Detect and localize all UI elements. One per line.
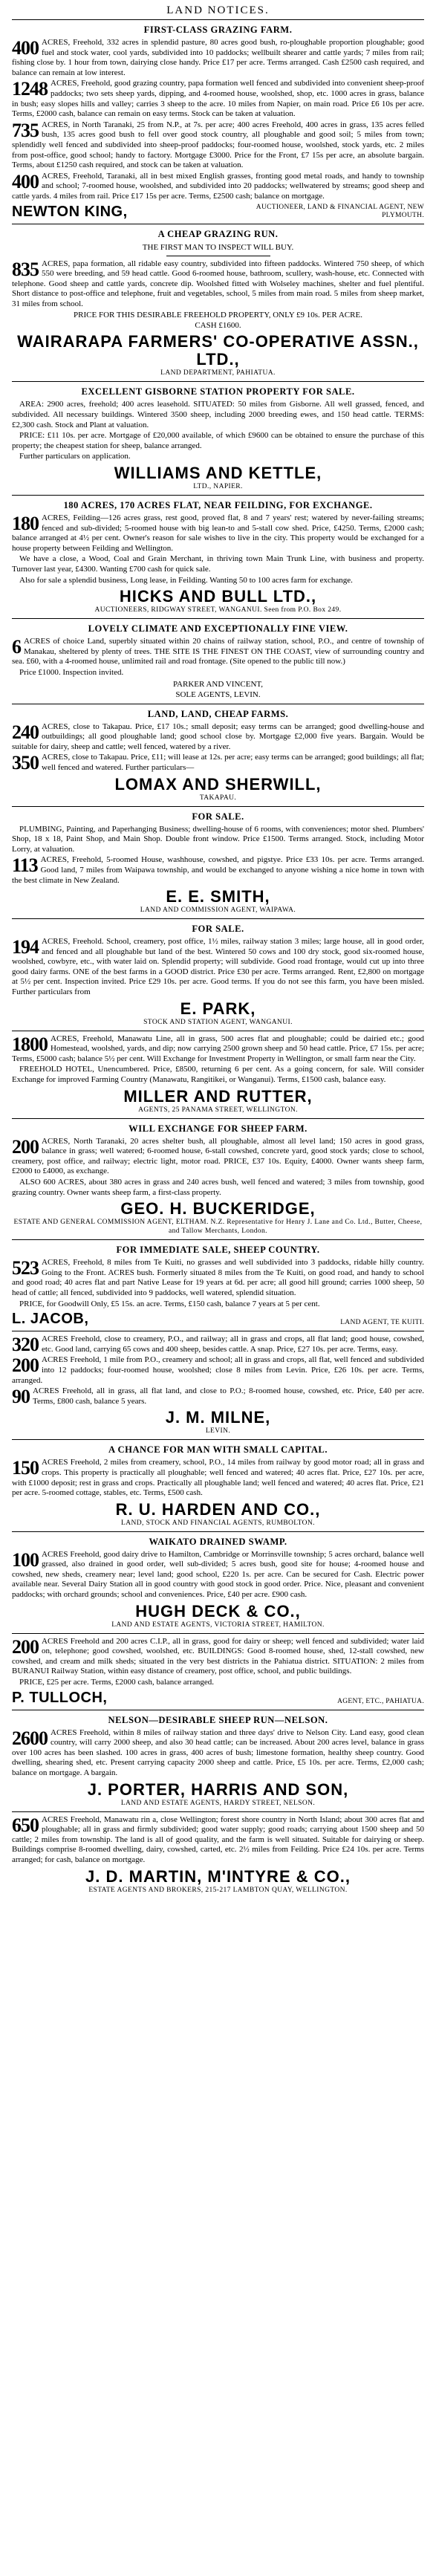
acreage-number: 240 bbox=[12, 721, 39, 743]
agent-name: P. TULLOCH, bbox=[12, 1689, 108, 1706]
ad-paragraph-text: ACRES, close to Takapau. Price, £17 10s.; small deposit; easy terms can be arranged; good dwelling-house and outbuildings; all good ploughable land; good school close by. Mortgage £2,000 five years. Bargain. Would be suitable for dairy, sheep and cattle; well fenced, watered by a river. bbox=[12, 721, 424, 751]
ad-block bbox=[12, 1440, 424, 1531]
ad-block bbox=[12, 1532, 424, 1634]
ad-paragraph bbox=[12, 1178, 424, 1198]
ad-heading: FOR SALE. bbox=[192, 811, 244, 822]
ad-block bbox=[12, 1240, 424, 1331]
ad-heading: A CHANCE FOR MAN WITH SMALL CAPITAL. bbox=[108, 1444, 328, 1456]
ad-block bbox=[12, 20, 424, 224]
agent-name: LOMAX AND SHERWILL, bbox=[114, 774, 322, 794]
ad-center-line: PARKER AND VINCENT, bbox=[172, 679, 264, 689]
ad-paragraph-text: ACRES Freehold, Manawatu rin a, close Wellington; forest shore country in North Island; about 300 acres flat and ploughable; all in grass and firmly subdivided; good water supply; good roads; carrying about 1500 sheep and 50 cattle; 2 miles from township. The land is all of good quality, and the farm is well situated. Suitable for dairying or sheep. Buildings comprise 8-roomed dwelling, dairy, cowshed, carted, etc. 2½ miles from Feilding. Price £24 10s. per acre. Terms arranged; for cash, balance on mortgage. bbox=[12, 1814, 424, 1864]
ad-paragraph-text: ACRES Freehold, 2 miles from creamery, school, P.O., 14 miles from railway by good motor road; all in grass and crops. This property is practically all ploughable; well fenced and watered; 40 acres flat. Price, £27 10s. per acre, with £1000 deposit; rest in grass and crops. Practically all ploughable land; well fenced and watered; 40 acres flat. Price, £21 per acre. 5-roomed cottage, stables, etc. Terms, £500 cash. bbox=[12, 1458, 424, 1498]
agent-address: LTD., NAPIER. bbox=[193, 483, 243, 491]
acreage-number: 320 bbox=[12, 1334, 39, 1356]
ad-paragraph-text: Further particulars on application. bbox=[19, 452, 131, 461]
ad-heading: LOVELY CLIMATE AND EXCEPTIONALLY FINE VIEW. bbox=[88, 623, 348, 635]
ad-heading: FOR SALE. bbox=[192, 924, 244, 935]
agent-address: LAND AND ESTATE AGENTS, HARDY STREET, NELSON. bbox=[120, 1799, 316, 1807]
ad-paragraph bbox=[12, 937, 424, 998]
agent-name: HUGH DECK & CO., bbox=[135, 1601, 301, 1620]
ad-paragraph bbox=[12, 1065, 424, 1085]
ad-paragraph-text: PRICE, £25 per acre. Terms, £2000 cash, balance arranged. bbox=[19, 1678, 215, 1687]
ad-paragraph-text: ACRES Freehold and 200 acres C.I.P., all in grass, good for dairy or sheep; well fenced and subdivided; water laid on, telephone; good cowshed, woolshed, etc. BUILDINGS: Good 8-roomed house, shed, 12-stall cowshed, new cowshed, and cream and milk sheds; situated in the very best districts in the Pahiatua district. SITUATION: 2 miles from BURANUI Railway Station, within easy distance of creamery, post office, school, and public buildings. bbox=[12, 1636, 424, 1676]
ad-paragraph bbox=[12, 722, 424, 753]
ad-block bbox=[12, 1119, 424, 1241]
ad-block bbox=[12, 807, 424, 920]
ad-paragraph-text: PRICE, for Goodwill Only, £5 15s. an acre. Terms, £150 cash, balance 7 years at 5 per cent. bbox=[19, 1299, 320, 1308]
agent-line bbox=[12, 1311, 424, 1327]
acreage-number: 200 bbox=[12, 1135, 39, 1158]
ad-paragraph bbox=[12, 576, 424, 586]
ad-paragraph-text: ACRES Freehold, within 8 miles of railway station and three days' drive to Nelson City. Land easy, good clean country, will carry 2000 sheep, and also 30 head cattle; can be increased. About 200 acres level, balance in grass over 100 acres has been slashed. 100 acres in grass, 400 acres of bush; limestone formation, healthy sheep country. Good dwelling, shearing shed, etc. Present carrying capacity 2000 sheep and cattle. Price, £5 10s. per acre. Terms, £2,000 cash; balance on mortgage. A bargain. bbox=[12, 1727, 424, 1777]
ad-paragraph bbox=[12, 554, 424, 574]
ad-paragraph-text: ACRES Freehold, all in grass, all flat land, and close to P.O.; 8-roomed house, cowshed, etc. Price, £40 per acre. Terms, £800 cash, balance 5 years. bbox=[33, 1386, 424, 1406]
ad-paragraph bbox=[12, 1258, 424, 1298]
ad-paragraph bbox=[12, 38, 424, 78]
ad-paragraph bbox=[12, 400, 424, 430]
agent-name: J. D. MARTIN, M'INTYRE & CO., bbox=[85, 1866, 351, 1886]
ad-heading: A CHEAP GRAZING RUN. bbox=[157, 228, 279, 239]
acreage-number: 400 bbox=[12, 170, 39, 192]
ad-paragraph-text: ACRES, Freehold. School, creamery, post office, 1½ miles, railway station 3 miles; large house, all in good order, and fenced and all ploughable but land of the best. Wintered 50 cows and 100 dry stock, good six-roomed house, woolshed, cowbyre, etc., with water laid on. Splendid property; will subdivide. Good road frontage, would cut up into three good dairy farms. ONE of the best farms in a GOOD district. Price £30 per acre. Terms arranged. Rent, £2,800 on mortgage at 5½ per cent. Inspection invited. Price £29 10s. per acre. Good terms. If you do not see this farm, you have been misled. Further particulars from bbox=[12, 937, 424, 997]
ad-paragraph bbox=[12, 120, 424, 171]
agent-address: TAKAPAU. bbox=[199, 794, 237, 802]
agent-address: AUCTIONEERS, RIDGWAY STREET, WANGANUI. Seen from P.O. Box 249. bbox=[94, 606, 342, 614]
ad-paragraph bbox=[12, 1386, 424, 1407]
ad-heading: LAND, LAND, CHEAP FARMS. bbox=[147, 708, 289, 719]
ad-paragraph-text: AREA: 2900 acres, freehold; 400 acres leasehold. SITUATED: 50 miles from Gisborne. All well grassed, fenced, and subdivided. All necessary buildings. Wintered 3500 sheep, including 2000 breeding ewes, and 150 head cattle. TERMS: £2,300 cash. Stock and Plant at valuation. bbox=[12, 400, 424, 429]
ad-paragraph-text: ACRES Freehold, good dairy drive to Hamilton, Cambridge or Morrinsville township; 5 acres orchard, balance well grassed, also drained in good order, well sub-divided; 5 acres bush, good site for house; 4-roomed house and cowshed, new sheds, creamery near; level land; good school, £220 1s. per acre. Can be secured for Cash. Electric power available near. Several Dairy Station all in good country with good stock in good order. Price. Nice, pleasant and convenient paddocks; with orchard grounds; school and conveniences. Price, £40 per acre. £900 cash. bbox=[12, 1549, 424, 1600]
ad-heading: FOR IMMEDIATE SALE, SHEEP COUNTRY. bbox=[116, 1245, 320, 1256]
acreage-number: 100 bbox=[12, 1548, 39, 1571]
ad-paragraph bbox=[12, 668, 424, 678]
agent-address: LAND DEPARTMENT, PAHIATUA. bbox=[160, 369, 276, 377]
ad-block bbox=[12, 1710, 424, 1812]
ad-paragraph bbox=[12, 1550, 424, 1600]
land-notices-page bbox=[12, 0, 424, 1898]
agent-name: J. M. MILNE, bbox=[165, 1408, 271, 1427]
ad-heading: FIRST-CLASS GRAZING FARM. bbox=[143, 25, 293, 35]
ad-center-line: CASH £1600. bbox=[195, 321, 241, 331]
ad-center-line: PRICE FOR THIS DESIRABLE FREEHOLD PROPERTY, ONLY £9 10s. PER ACRE. bbox=[74, 311, 362, 320]
agent-address: AGENT, ETC., PAHIATUA. bbox=[337, 1697, 424, 1705]
agent-name: WAIRARAPA FARMERS' CO-OPERATIVE ASSN., LTD., bbox=[17, 332, 419, 369]
ad-paragraph-text: PRICE: £11 10s. per acre. Mortgage of £20,000 available, of which £9600 can be obtained to ensure the purchase of this property; the cheapest station for sheep, balance arranged. bbox=[12, 431, 424, 450]
agent-address: LAND, STOCK AND FINANCIAL AGENTS, RUMBOLTON. bbox=[121, 1519, 315, 1527]
ad-paragraph-text: ACRES, Freehold, Manawatu Line, all in grass, 500 acres flat and ploughable; could be dairied etc.; good Homestead, woolshed, yards, and dip; now carrying 2500 grown sheep and 50 head cattle. Price, £7 15s. per acre; Terms, £5000 cash; balance 5½ per cent. Will Exchange for Investment Property in Wellington, or small farm near the City. bbox=[12, 1034, 424, 1063]
agent-name: GEO. H. BUCKERIDGE, bbox=[120, 1199, 316, 1219]
ad-paragraph bbox=[12, 637, 424, 667]
ad-paragraph-text: ALSO 600 ACRES, about 380 acres in grass and 240 acres bush, well fenced and watered; 3 miles from township, good grazing country. Owner wants sheep farm, a first-class property. bbox=[12, 1178, 424, 1197]
acreage-number: 194 bbox=[12, 936, 39, 958]
ad-paragraph-text: ACRES, Feilding—126 acres grass, rest good, proved flat, 8 and 7 years' rest; watered by never-failing streams; fenced and sub-divided; 5-roomed house with big lean-to and 5-stall cow shed. Price, £4250. Terms, £2000 cash; balance arranged at 4½ per cent. Owner's reason for sale wishes to live in the city. This property would be exchanged for a house property between Feilding and Wellington. bbox=[12, 513, 424, 553]
agent-address: AGENTS, 25 PANAMA STREET, WELLINGTON. bbox=[138, 1106, 298, 1114]
ad-paragraph bbox=[12, 172, 424, 202]
ad-heading: EXCELLENT GISBORNE STATION PROPERTY FOR SALE. bbox=[81, 386, 355, 398]
ad-paragraph bbox=[12, 513, 424, 554]
agent-name: L. JACOB, bbox=[12, 1311, 89, 1328]
ad-paragraph bbox=[12, 1458, 424, 1498]
ad-block bbox=[12, 382, 424, 496]
agent-address: LAND AND ESTATE AGENTS, VICTORIA STREET, HAMILTON. bbox=[111, 1620, 325, 1629]
agent-name: MILLER AND RUTTER, bbox=[123, 1086, 313, 1106]
ad-paragraph-text: Also for sale a splendid business, Long lease, in Feilding. Wanting 50 to 100 acres farm for exchange. bbox=[19, 575, 353, 585]
acreage-number: 1800 bbox=[12, 1033, 48, 1055]
ad-paragraph bbox=[12, 855, 424, 886]
agent-address: ESTATE AND GENERAL COMMISSION AGENT, ELTHAM. N.Z. Representative for Henry J. Lane and Co. Ltd., Butter, Cheese, and Tallow Merchants, London. bbox=[13, 1219, 423, 1236]
acreage-number: 2600 bbox=[12, 1727, 48, 1749]
agent-address: STOCK AND STATION AGENT, WANGANUI. bbox=[143, 1018, 293, 1026]
agent-name: WILLIAMS AND KETTLE, bbox=[114, 464, 322, 483]
ad-block bbox=[12, 704, 424, 807]
ad-paragraph-text: ACRES, Freehold, 332 acres in splendid pasture, 80 acres good bush, ro-ploughable proportion ploughable; good fuel and stock water, cool yards, subdivided into 10 paddocks; wellbuilt shearer and cattle yards; 7 miles from rail; fishing close by. 1 hour from town, dairying close handy. Price £17 per acre. Terms arranged. Cash £2500 cash required, and balance can remain at low interest. bbox=[12, 38, 424, 77]
acreage-number: 113 bbox=[12, 854, 38, 877]
agent-address: LEVIN. bbox=[205, 1427, 231, 1435]
ad-paragraph-text: PLUMBING, Painting, and Paperhanging Business; dwelling-house of 6 rooms, with conveniences; motor shed. Plumbers' Shop, 18 x 18, Paint Shop, and Main Shop. Double front window. Price £1500. Terms arranged. Stock, including Motor Lorry, at valuation. bbox=[12, 824, 424, 854]
ad-block bbox=[12, 1031, 424, 1119]
ad-paragraph-text: ACRES Freehold, close to creamery, P.O., and railway; all in grass and crops, all flat land; good house, cowshed, etc. Good land, carrying 65 cows and 400 sheep, besides cattle. A snap. Price, £27 10s. per acre. Terms, easy. bbox=[42, 1334, 424, 1354]
acreage-number: 90 bbox=[12, 1386, 30, 1408]
ad-block bbox=[12, 619, 424, 704]
ad-paragraph bbox=[12, 259, 424, 310]
acreage-number: 150 bbox=[12, 1457, 39, 1479]
ad-block bbox=[12, 1331, 424, 1440]
acreage-number: 200 bbox=[12, 1635, 39, 1658]
ad-paragraph bbox=[12, 1300, 424, 1310]
ad-block bbox=[12, 224, 424, 383]
ads-column bbox=[12, 20, 424, 1898]
ad-block bbox=[12, 919, 424, 1031]
ad-center-line: SOLE AGENTS, LEVIN. bbox=[175, 690, 261, 699]
acreage-number: 6 bbox=[12, 636, 21, 658]
agent-name: HICKS AND BULL LTD., bbox=[119, 587, 317, 606]
ad-paragraph bbox=[12, 753, 424, 773]
ad-block bbox=[12, 496, 424, 619]
agent-name: E. E. SMITH, bbox=[166, 887, 270, 906]
ad-heading: WAIKATO DRAINED SWAMP. bbox=[149, 1536, 287, 1547]
ad-paragraph-text: ACRES, North Taranaki, 20 acres shelter bush, all ploughable, almost all level land; 150 acres in good grass, balance in grass; well watered; 6-roomed house, 6-stall cowshed, concrete yard, good stock yards; close to school, creamery, post office, and railway; electric light, motor road. PRICE, £37 10s. Equity, £4000. Owner wants sheep farm, £2000 to £4000, as exchange. bbox=[12, 1136, 424, 1176]
agent-address: AUCTIONEER, LAND & FINANCIAL AGENT, NEW PLYMOUTH. bbox=[256, 203, 424, 219]
ad-paragraph-text: ACRES, Freehold, Taranaki, all in best mixed English grasses, fronting good metal roads, and handy to township and school; 7-roomed house, woolshed, and subdivided into 20 paddocks; wellwatered by streams; good sheep and cattle yards. 4 miles from rail. Price £17 15s per acre. Terms, £2500 cash; balance on mortgage. bbox=[12, 171, 424, 201]
ad-paragraph-text: FREEHOLD HOTEL, Unencumbered. Price, £8500, returning 6 per cent. As a going concern, for sale. Will consider Exchange for improved Farming Country (Manawatu, Rangitikei, or Wanganui). Terms, £1500 cash, balance easy. bbox=[12, 1065, 424, 1085]
acreage-number: 200 bbox=[12, 1354, 39, 1377]
acreage-number: 1248 bbox=[12, 78, 48, 100]
ad-paragraph bbox=[12, 825, 424, 855]
ad-paragraph bbox=[12, 431, 424, 451]
agent-address: ESTATE AGENTS AND BROKERS, 215-217 LAMBTON QUAY, WELLINGTON. bbox=[88, 1886, 348, 1894]
acreage-number: 835 bbox=[12, 258, 39, 280]
agent-address: LAND AGENT, TE KUITI. bbox=[340, 1319, 424, 1327]
ad-paragraph bbox=[12, 1637, 424, 1677]
ad-paragraph bbox=[12, 1815, 424, 1866]
ad-paragraph-text: We have a close, a Wood, Coal and Grain Merchant, in thriving town Main Trunk Line, with business and property. Turnover last year, £4300. Wanting £700 cash for quick sale. bbox=[12, 554, 424, 574]
ad-heading: NELSON—DESIRABLE SHEEP RUN—NELSON. bbox=[108, 1714, 328, 1725]
ad-paragraph bbox=[12, 1034, 424, 1065]
ad-subheading: THE FIRST MAN TO INSPECT WILL BUY. bbox=[142, 242, 294, 252]
ad-block bbox=[12, 1634, 424, 1710]
acreage-number: 350 bbox=[12, 752, 39, 774]
ad-paragraph-text: ACRES Freehold, 1 mile from P.O., creamery and school; all in grass and crops, all flat, well fenced and subdivided into 12 paddocks; four-roomed house, woolshed; close 8 miles from Levin. Price, £26 10s. per acre. Terms, arranged. bbox=[12, 1355, 424, 1385]
agent-name: J. PORTER, HARRIS AND SON, bbox=[87, 1779, 349, 1799]
acreage-number: 180 bbox=[12, 513, 39, 535]
ad-paragraph-text: ACRES, Freehold, 5-roomed House, washhouse, cowshed, and pigstye. Price £33 10s. per acre. Terms arranged. Good land, 7 miles from Waipawa township, and would be exchanged to anyone wishing a nice home in town with the best climate in New Zealand. bbox=[12, 855, 424, 885]
acreage-number: 523 bbox=[12, 1257, 39, 1279]
ad-paragraph-text: ACRES of choice Land, superbly situated within 20 chains of railway station, school, P.O., and centre of township of Manakau, sheltered by plenty of trees. THE SITE IS THE FINEST ON THE COAST, view of surrounding country and sea. £60, with a 4-roomed house, unlimited rail and road frontage. (Site opened to the public till now.) bbox=[12, 637, 424, 666]
ad-paragraph-text: Price £1000. Inspection invited. bbox=[19, 667, 124, 677]
agent-line bbox=[12, 1690, 424, 1706]
ad-paragraph bbox=[12, 1137, 424, 1177]
agent-address: LAND AND COMMISSION AGENT, WAIPAWA. bbox=[140, 906, 296, 915]
ad-paragraph bbox=[12, 1355, 424, 1386]
agent-name: R. U. HARDEN AND CO., bbox=[115, 1499, 321, 1519]
ad-heading: WILL EXCHANGE FOR SHEEP FARM. bbox=[128, 1123, 308, 1134]
ad-paragraph bbox=[12, 1678, 424, 1688]
ad-paragraph bbox=[12, 1334, 424, 1354]
acreage-number: 735 bbox=[12, 119, 39, 141]
ad-block bbox=[12, 1812, 424, 1898]
ad-paragraph-text: ACRES, close to Takapau. Price, £11; will lease at 12s. per acre; easy terms can be arranged; good buildings; all flat; well fenced and watered. Further particulars— bbox=[42, 753, 424, 772]
ad-paragraph bbox=[12, 79, 424, 119]
ad-paragraph-text: ACRES, Freehold, good grazing country, papa formation well fenced and subdivided into convenient sheep-proof paddocks; two sets sheep yards, dipping, and 4-roomed house, woolshed, shop, etc. 1000 acres in grass, balance in bush; easy slopes hills and valley; carries 3 sheep to the acre. 10 miles from Napier, on main road. Price £6 10s per acre. Terms, £2000 cash, balance can remain on easy terms. Stock can be taken at valuation. bbox=[12, 79, 424, 119]
ad-heading: 180 ACRES, 170 ACRES FLAT, NEAR FEILDING, FOR EXCHANGE. bbox=[63, 500, 373, 511]
ad-paragraph bbox=[12, 452, 424, 462]
acreage-number: 400 bbox=[12, 37, 39, 59]
agent-line bbox=[12, 204, 424, 220]
agent-name: NEWTON KING, bbox=[12, 203, 128, 220]
masthead: LAND NOTICES. bbox=[12, 3, 424, 20]
acreage-number: 650 bbox=[12, 1814, 39, 1836]
ad-paragraph-text: ACRES, in North Taranaki, 25 from N.P., at 7s. per acre; 400 acres Freehold, 400 acres in grass, 135 acres felled bush, 135 acres good bush to fell over good stock country, all ploughable and good soil; 5 miles from town; splendidly well fenced and subdivided into sheep-proof paddocks; four-roomed house, woolshed, stock yards, etc. 2 miles from post-office, good school; handy to factory. Mortgage £3000. Price for the Front, £7 15s per acre, an absolute bargain. Terms, about £1250 cash required, and stock can be taken at valuation. bbox=[12, 120, 424, 170]
agent-name: E. PARK, bbox=[180, 999, 256, 1018]
ad-paragraph-text: ACRES, Freehold, 8 miles from Te Kuiti, no grasses and well subdivided into 3 paddocks, ridable hilly country. Going to the Front. ACRES bush. Formerly situated 8 miles from the Te Kuiti, on good road, and handy to school and good road; 40 acres flat and part Native Lease for 19 years at 6d. per acre; all good hill ground; carries 1000 sheep, 50 head of cattle; all fenced, subdivided into 9 paddocks, well watered, splendid situation. bbox=[12, 1258, 424, 1297]
ad-paragraph-text: ACRES, papa formation, all ridable easy country, subdivided into fifteen paddocks. Wintered 750 sheep, of which 550 were breeding, and 59 head cattle. Good 6-roomed house, bathroom, scullery, wash-house, etc. Connected with telephone. Good sheep and cattle yards, concrete dip. Woolshed fitted with Wolseley machines, shelter and fuel plentiful. Short distance to post-office and telephone, fruit and vegetables, school, 5 miles from main road. 5 miles from sheep market, 31 miles from school. bbox=[12, 259, 424, 308]
ad-paragraph bbox=[12, 1728, 424, 1779]
